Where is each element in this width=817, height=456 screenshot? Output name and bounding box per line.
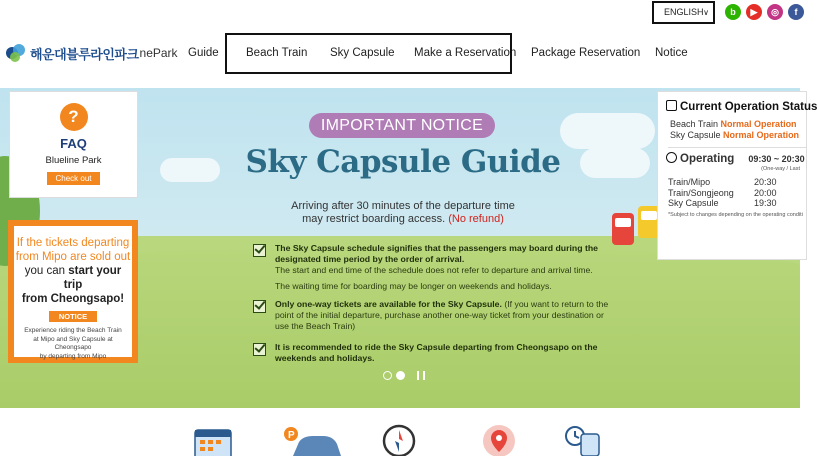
schedule-row <box>668 198 806 209</box>
cloud-decoration <box>160 158 220 182</box>
nav-guide[interactable]: Guide <box>188 47 219 59</box>
svg-text:P: P <box>288 430 295 441</box>
checkbox-icon <box>253 244 266 257</box>
faq-card[interactable] <box>9 91 138 198</box>
faq-subtitle: Blueline Park <box>45 155 102 166</box>
nav-package-reservation[interactable]: Package Reservation <box>531 47 641 59</box>
schedule-row <box>668 188 806 199</box>
status-rows <box>658 119 806 141</box>
notice-small-text <box>14 327 132 361</box>
notice-checklist <box>253 243 618 364</box>
status-icon <box>666 100 677 111</box>
checklist-item <box>253 342 618 364</box>
schedule-time: 19:30 <box>754 198 777 208</box>
status-title <box>658 92 817 113</box>
status-name: Sky Capsule <box>670 130 721 140</box>
train-decoration-icon <box>612 213 634 245</box>
logo-text: 해운대블루라인파크 <box>30 46 139 62</box>
language-value: ENGLISH <box>664 7 704 17</box>
operating-label: Operating <box>680 153 735 165</box>
schedule-name: Train/Songjeong <box>668 187 734 198</box>
slide-dot[interactable] <box>383 371 392 380</box>
facebook-icon[interactable]: f <box>788 4 804 20</box>
chevron-down-icon: ∨ <box>703 8 709 17</box>
status-row <box>658 119 806 130</box>
blog-icon[interactable]: b <box>725 4 741 20</box>
youtube-icon[interactable]: ▶ <box>746 4 762 20</box>
faq-title: FAQ <box>60 136 87 151</box>
status-footnote: *Subject to changes depending on the operating conditi <box>668 211 803 218</box>
notice-tag: NOTICE <box>49 311 97 322</box>
logo-mark-icon <box>4 41 28 65</box>
notice-line: from Cheongsapo! <box>21 293 125 305</box>
checklist-bold: Only one-way tickets are available for the Sky Capsule. <box>275 299 502 309</box>
clock-icon <box>666 152 677 163</box>
notice-line <box>14 264 132 292</box>
language-select[interactable] <box>652 1 715 24</box>
checklist-bold: It is recommended to ride the Sky Capsule departing from Cheongsapo on the weekends and holidays. <box>275 342 598 363</box>
schedule-row <box>668 177 806 188</box>
operating-hours <box>658 152 806 165</box>
faq-check-out-button[interactable]: Check out <box>47 172 99 185</box>
last-schedule <box>658 177 806 209</box>
checkbox-icon <box>253 343 266 356</box>
status-value: Normal Operation <box>720 119 797 129</box>
hero-banner <box>0 88 817 402</box>
calendar-icon[interactable] <box>192 424 236 456</box>
hero-subtitle-text: may restrict boarding access. <box>302 213 446 225</box>
slider-controls <box>383 371 425 380</box>
status-value: Normal Operation <box>723 130 800 140</box>
location-heart-icon[interactable] <box>482 424 516 456</box>
nav-beach-train[interactable]: Beach Train <box>246 47 308 59</box>
timetable-icon[interactable] <box>563 424 603 456</box>
important-notice-pill: IMPORTANT NOTICE <box>309 113 495 138</box>
schedule-time: 20:30 <box>754 177 777 187</box>
notice-card[interactable] <box>8 220 138 363</box>
logo-subtext: nePark <box>139 46 178 60</box>
nav-notice[interactable]: Notice <box>655 47 688 59</box>
checklist-text: The start and end time of the schedule does not refer to departure and arrival time. <box>275 265 593 275</box>
nav-make-reservation[interactable]: Make a Reservation <box>414 47 517 59</box>
hero-subtitle-line <box>280 213 526 226</box>
notice-text: you can <box>24 265 69 277</box>
notice-small-line: by departing from Mipo <box>39 352 107 360</box>
slide-dot-active[interactable] <box>396 371 405 380</box>
operation-status-panel <box>657 91 817 260</box>
schedule-time: 20:00 <box>754 187 777 198</box>
no-refund-text: (No refund) <box>448 213 504 225</box>
notice-line: from Mipo are sold out <box>15 251 131 263</box>
status-row <box>658 130 806 141</box>
checklist-text: (If you want to return to the point of the initial departure, purchase another one-way ticket from your destination or use the Beach Train) <box>275 299 609 331</box>
notice-line: If the tickets departing <box>16 237 130 249</box>
checklist-text: The waiting time for boarding may be longer on weekends and holidays. <box>275 281 552 291</box>
schedule-name: Sky Capsule <box>668 198 719 208</box>
notice-small-line: Experience riding the Beach Train <box>24 327 122 334</box>
hero-subtitle-line: Arriving after 30 minutes of the departure time <box>291 200 515 212</box>
status-title-text: Current Operation Status <box>680 101 817 113</box>
notice-small-line: at Mipo and Sky Capsule at Cheongsapo <box>33 335 113 351</box>
parking-car-icon[interactable] <box>283 424 343 456</box>
oneway-note: (One-way / Last <box>761 166 800 172</box>
nav-sky-capsule[interactable]: Sky Capsule <box>330 47 395 59</box>
checklist-bold: The Sky Capsule schedule signifies that the passengers may board during the designated time period by the order of arrival. <box>275 243 598 264</box>
pause-icon[interactable] <box>417 371 425 380</box>
checkbox-icon <box>253 300 266 313</box>
notice-text-bold: start your trip <box>63 265 122 291</box>
hero-title: Sky Capsule Guide <box>245 144 561 180</box>
hero-subtitle <box>280 200 526 226</box>
checklist-item <box>253 243 618 292</box>
nav-highlight-box <box>225 33 512 74</box>
checklist-item <box>253 299 618 332</box>
schedule-name: Train/Mipo <box>668 177 711 187</box>
cloud-decoration <box>580 148 650 178</box>
question-icon: ? <box>60 103 88 131</box>
cloud-decoration <box>560 113 655 149</box>
instagram-icon[interactable]: ◎ <box>767 4 783 20</box>
compass-icon[interactable] <box>382 424 416 456</box>
status-name: Beach Train <box>670 119 719 129</box>
site-logo[interactable] <box>4 38 178 68</box>
operating-hours-value: 09:30 ~ 20:30 <box>748 154 805 164</box>
